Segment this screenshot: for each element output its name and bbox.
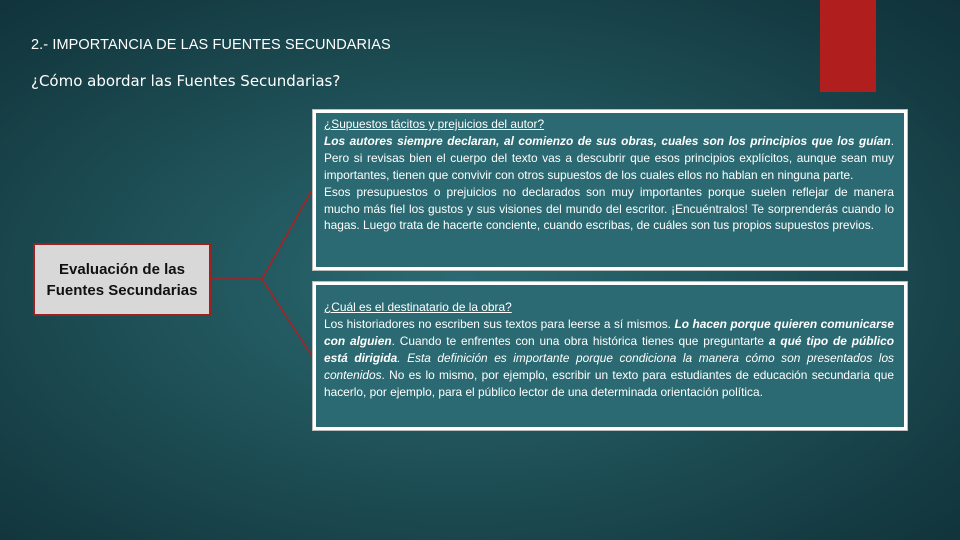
connector-upper — [262, 190, 312, 279]
audience-box — [313, 282, 907, 430]
tacit-assumptions-text-1: . Pero si revisas bien el cuerpo del texto vas a descubrir que esos principios explícitos, aunque sean muy importantes, tienen que convivir con otros supuestos de los cuales ellos no hablan en ninguna parte. — [324, 133, 894, 182]
audience-text-3: . No es lo mismo, por ejemplo, escribir un texto para estudiantes de educación secundaria que hacerlo, por ejemplo, para el público lector de una determinada orientación política. — [324, 367, 894, 399]
tacit-assumptions-emphasis: Los autores siempre declaran, al comienzo de sus obras, cuales son los principios que los guían — [324, 133, 891, 148]
evaluation-box-label: Evaluación de las Fuentes Secundarias — [46, 260, 198, 299]
connector-lower — [262, 279, 312, 356]
slide-title: 2.- IMPORTANCIA DE LAS FUENTES SECUNDARIAS — [31, 37, 391, 53]
audience-emphasis-2: a qué tipo de público está dirigida — [324, 333, 894, 365]
audience-emphasis-1: Lo hacen porque quieren comunicarse con alguien — [324, 316, 894, 348]
audience-text-1: Los historiadores no escriben sus textos para leerse a sí mismos. — [324, 316, 675, 331]
tacit-assumptions-box — [313, 110, 907, 270]
tacit-assumptions-text-2: Esos presupuestos o prejuicios no declarados son muy importantes porque suelen reflejar de manera mucho más fiel los gustos y sus visiones del mundo del escritor. ¡Encuéntralos! Te sorprenderás cuando lo hagas. Luego trata de hacerte conciente, cuando escribas, de cuáles son tus propios supuestos previos. — [324, 184, 894, 233]
slide-subtitle: ¿Cómo abordar las Fuentes Secundarias? — [31, 72, 341, 90]
audience-italic-text: . Esta definición es importante porque condiciona la manera cómo son presentados los contenidos — [324, 350, 895, 382]
evaluation-box — [33, 243, 211, 316]
tacit-assumptions-heading: ¿Supuestos tácitos y prejuicios del autor? — [324, 117, 545, 131]
audience-text-2: . Cuando te enfrentes con una obra histórica tienes que preguntarte — [391, 333, 769, 348]
audience-heading: ¿Cuál es el destinatario de la obra? — [324, 300, 512, 314]
